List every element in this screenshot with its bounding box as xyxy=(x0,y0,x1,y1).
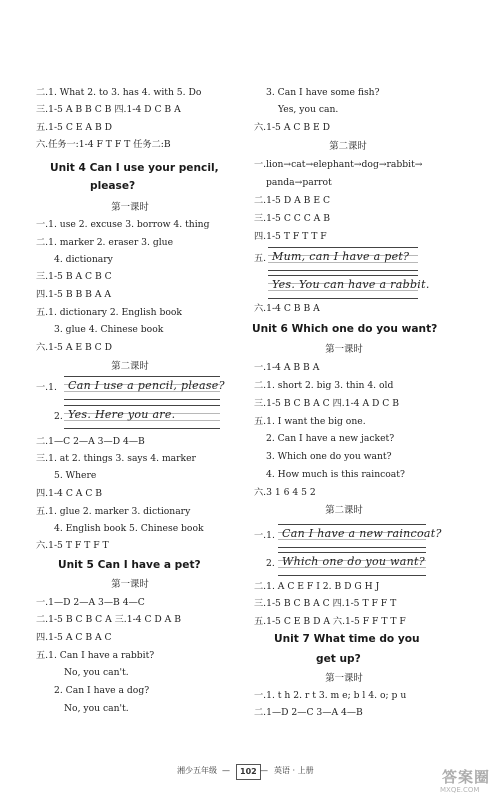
answer-line: 二.1-5 D A B E C xyxy=(254,195,330,206)
unit-6-title: Unit 6 Which one do you want? xyxy=(252,323,438,335)
answer-line: 2. Can I have a new jacket? xyxy=(266,433,395,444)
answer-line: 二.1—C 2—A 3—D 4—B xyxy=(36,436,145,447)
answer-line: 五.1. Can I have a rabbit? xyxy=(36,650,155,661)
unit-4-title-cont: please? xyxy=(90,180,136,192)
watermark-url: MXQE.COM xyxy=(440,786,480,794)
answer-line: 4. English book 5. Chinese book xyxy=(54,523,204,534)
answer-line: 六.1-5 A C B E D xyxy=(254,122,330,133)
lesson-heading: 第一课时 xyxy=(325,673,363,684)
lesson-heading: 第一课时 xyxy=(111,202,149,213)
answer-line: 2. Can I have a dog? xyxy=(54,685,150,696)
unit-4-title: Unit 4 Can I use your pencil, xyxy=(50,162,219,174)
answer-line: 二.1. A C E F I 2. B D G H J xyxy=(254,581,380,592)
answer-line: 五.1. I want the big one. xyxy=(254,416,366,427)
answer-line: 六.任务一:1-4 F T F T 任务二:B xyxy=(36,139,171,150)
handwritten-sentence: Can I use a pencil, please? xyxy=(68,379,225,392)
lesson-heading: 第一课时 xyxy=(325,344,363,355)
handwritten-sentence: Mum, can I have a pet? xyxy=(272,250,410,263)
answer-line: 四.1-4 C A C B xyxy=(36,488,103,499)
handwriting-prefix: 2. xyxy=(54,411,63,422)
answer-line: 三.1-5 B C B A C 四.1-5 T F F T xyxy=(254,598,397,609)
handwritten-sentence: Which one do you want? xyxy=(282,555,425,568)
handwritten-sentence: Yes. Here you are. xyxy=(68,408,176,421)
lesson-heading: 第二课时 xyxy=(329,141,367,152)
answer-line: 一.lion→cat→elephant→dog→rabbit→ xyxy=(254,159,423,170)
handwriting-row xyxy=(278,552,426,574)
handwritten-sentence: Can I have a new raincoat? xyxy=(282,527,442,540)
answer-line: 一.1-4 A B B A xyxy=(254,362,320,373)
answer-line: 四.1-5 B B B A A xyxy=(36,289,112,300)
answer-line: 四.1-5 A C B A C xyxy=(36,632,112,643)
answer-line: 六.1-5 A E B C D xyxy=(36,342,112,353)
answer-line: 三.1-5 C C C A B xyxy=(254,213,330,224)
watermark-text: 答案圈 xyxy=(442,768,491,786)
answer-line: 六.1-5 T F T F T xyxy=(36,540,109,551)
answer-line: 三.1. at 2. things 3. says 4. marker xyxy=(36,453,196,464)
handwriting-row xyxy=(64,376,225,398)
answer-line: panda→parrot xyxy=(266,177,332,188)
answer-line: 一.1. use 2. excuse 3. borrow 4. thing xyxy=(36,219,210,230)
page-number: 102 xyxy=(236,764,261,780)
answer-line: 五.1. dictionary 2. English book xyxy=(36,307,182,318)
answer-line: 二.1-5 B C B C A 三.1-4 C D A B xyxy=(36,614,181,625)
answer-line: Yes, you can. xyxy=(278,104,339,115)
answer-line: 5. Where xyxy=(54,470,97,481)
answer-line: 三.1-5 B C B A C 四.1-4 A D C B xyxy=(254,398,399,409)
handwritten-sentence: Yes. You can have a rabbit. xyxy=(272,278,430,291)
answer-line: 4. dictionary xyxy=(54,254,113,265)
answer-line: 3. glue 4. Chinese book xyxy=(54,324,164,335)
handwriting-prefix: 一.1. xyxy=(254,530,275,541)
answer-line: 一.1—D 2—A 3—B 4—C xyxy=(36,597,145,608)
answer-line: 一.1. t h 2. r t 3. m e; b l 4. o; p u xyxy=(254,690,407,701)
answer-line: 六.3 1 6 4 5 2 xyxy=(254,487,316,498)
answer-line: 二.1—D 2—C 3—A 4—B xyxy=(254,707,363,718)
footer-book-label: 湘少五年级 xyxy=(177,766,217,775)
lesson-heading: 第二课时 xyxy=(325,505,363,516)
watermark-logo xyxy=(436,764,496,798)
unit-7-title: Unit 7 What time do you xyxy=(274,633,420,645)
answer-line: 二.1. marker 2. eraser 3. glue xyxy=(36,237,174,248)
handwriting-prefix: 2. xyxy=(266,558,275,569)
handwriting-prefix: 五. xyxy=(254,253,267,264)
answer-line: 3. Can I have some fish? xyxy=(266,87,380,98)
answer-line: 3. Which one do you want? xyxy=(266,451,392,462)
answer-line: 二.1. short 2. big 3. thin 4. old xyxy=(254,380,394,391)
handwriting-row xyxy=(278,524,442,546)
handwriting-row xyxy=(268,275,430,297)
answer-line: 四.1-5 T F T T F xyxy=(254,231,327,242)
lesson-heading: 第二课时 xyxy=(111,361,149,372)
unit-7-title-cont: get up? xyxy=(316,653,361,665)
answer-line: 五.1-5 C E B D A 六.1-5 F F T T F xyxy=(254,616,406,627)
answer-line: No, you can't. xyxy=(64,667,129,678)
answer-line: 三.1-5 B A C B C xyxy=(36,271,112,282)
handwriting-row xyxy=(64,405,220,427)
answer-line: 4. How much is this raincoat? xyxy=(266,469,405,480)
answer-line: 六.1-4 C B B A xyxy=(254,303,320,314)
footer-subject-label: 英语 · 上册 xyxy=(274,766,314,775)
answer-line: 五.1. glue 2. marker 3. dictionary xyxy=(36,506,191,517)
answer-line: 二.1. What 2. to 3. has 4. with 5. Do xyxy=(36,87,202,98)
footer-dash-left: — xyxy=(222,766,230,775)
answer-line: 三.1-5 A B B C B 四.1-4 D C B A xyxy=(36,104,181,115)
unit-5-title: Unit 5 Can I have a pet? xyxy=(58,559,201,571)
answer-line: 五.1-5 C E A B D xyxy=(36,122,112,133)
answer-line: No, you can't. xyxy=(64,703,129,714)
handwriting-row xyxy=(268,247,418,269)
footer-dash-right: — xyxy=(260,766,268,775)
handwriting-prefix: 一.1. xyxy=(36,382,57,393)
lesson-heading: 第一课时 xyxy=(111,579,149,590)
page-footer xyxy=(0,764,500,778)
